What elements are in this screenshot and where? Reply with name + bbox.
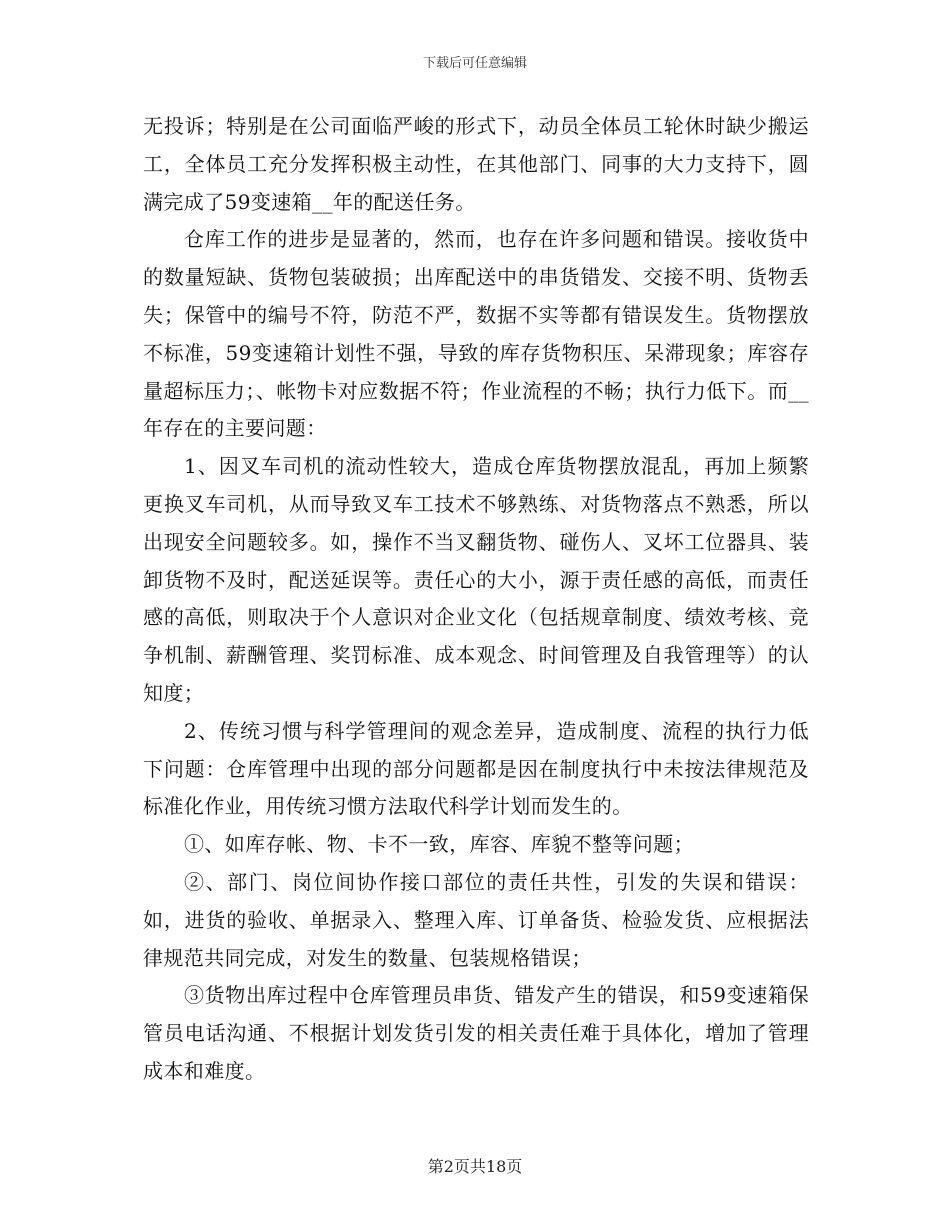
document-body: [143, 108, 809, 1091]
page-footer: 第2页共18页: [427, 1157, 523, 1176]
paragraph-subitem-2: ②、部门、岗位间协作接口部位的责任共性，引发的失误和错误：如，进货的验收、单据录入、整理入库、订单备货、检验发货、应根据法律规范共同完成，对发生的数量、包装规格错误；: [143, 869, 809, 970]
paragraph-warehouse-problems: 仓库工作的进步是显著的，然而，也存在许多问题和错误。接收货中的数量短缺、货物包装破损；出库配送中的串货错发、交接不明、货物丢失；保管中的编号不符，防范不严，数据不实等都有错误发生。货物摆放不标准，59变速箱计划性不强，导致的库存货物积压、呆滞现象；库容存量超标压力；、帐物卡对应数据不符；作业流程的不畅；执行力低下。而__年存在的主要问题：: [143, 227, 809, 441]
paragraph-continuation: 无投诉；特别是在公司面临严峻的形式下，动员全体员工轮休时缺少搬运工，全体员工充分发挥积极主动性，在其他部门、同事的大力支持下，圆满完成了59变速箱__年的配送任务。: [143, 114, 809, 214]
page-header: 下载后可任意编辑: [422, 56, 527, 71]
paragraph-subitem-1: ①、如库存帐、物、卡不一致，库容、库貌不整等问题；: [184, 832, 694, 857]
paragraph-subitem-3: ③货物出库过程中仓库管理员串货、错发产生的错误，和59变速箱保管员电话沟通、不根据计划发货引发的相关责任难于具体化，增加了管理成本和难度。: [143, 983, 809, 1083]
paragraph-item-1: 1、因叉车司机的流动性较大，造成仓库货物摆放混乱，再加上频繁更换叉车司机，从而导致叉车工技术不够熟练、对货物落点不熟悉，所以出现安全问题较多。如，操作不当叉翻货物、碰伤人、叉坏工位器具、装卸货物不及时，配送延误等。责任心的大小，源于责任感的高低，而责任感的高低，则取决于个人意识对企业文化（包括规章制度、绩效考核、竞争机制、薪酬管理、奖罚标准、成本观念、时间管理及自我管理等）的认知度；: [143, 454, 809, 705]
paragraph-item-2: 2、传统习惯与科学管理间的观念差异，造成制度、流程的执行力低下问题：仓库管理中出现的部分问题都是因在制度执行中未按法律规范及标准化作业，用传统习惯方法取代科学计划而发生的。: [143, 718, 809, 819]
